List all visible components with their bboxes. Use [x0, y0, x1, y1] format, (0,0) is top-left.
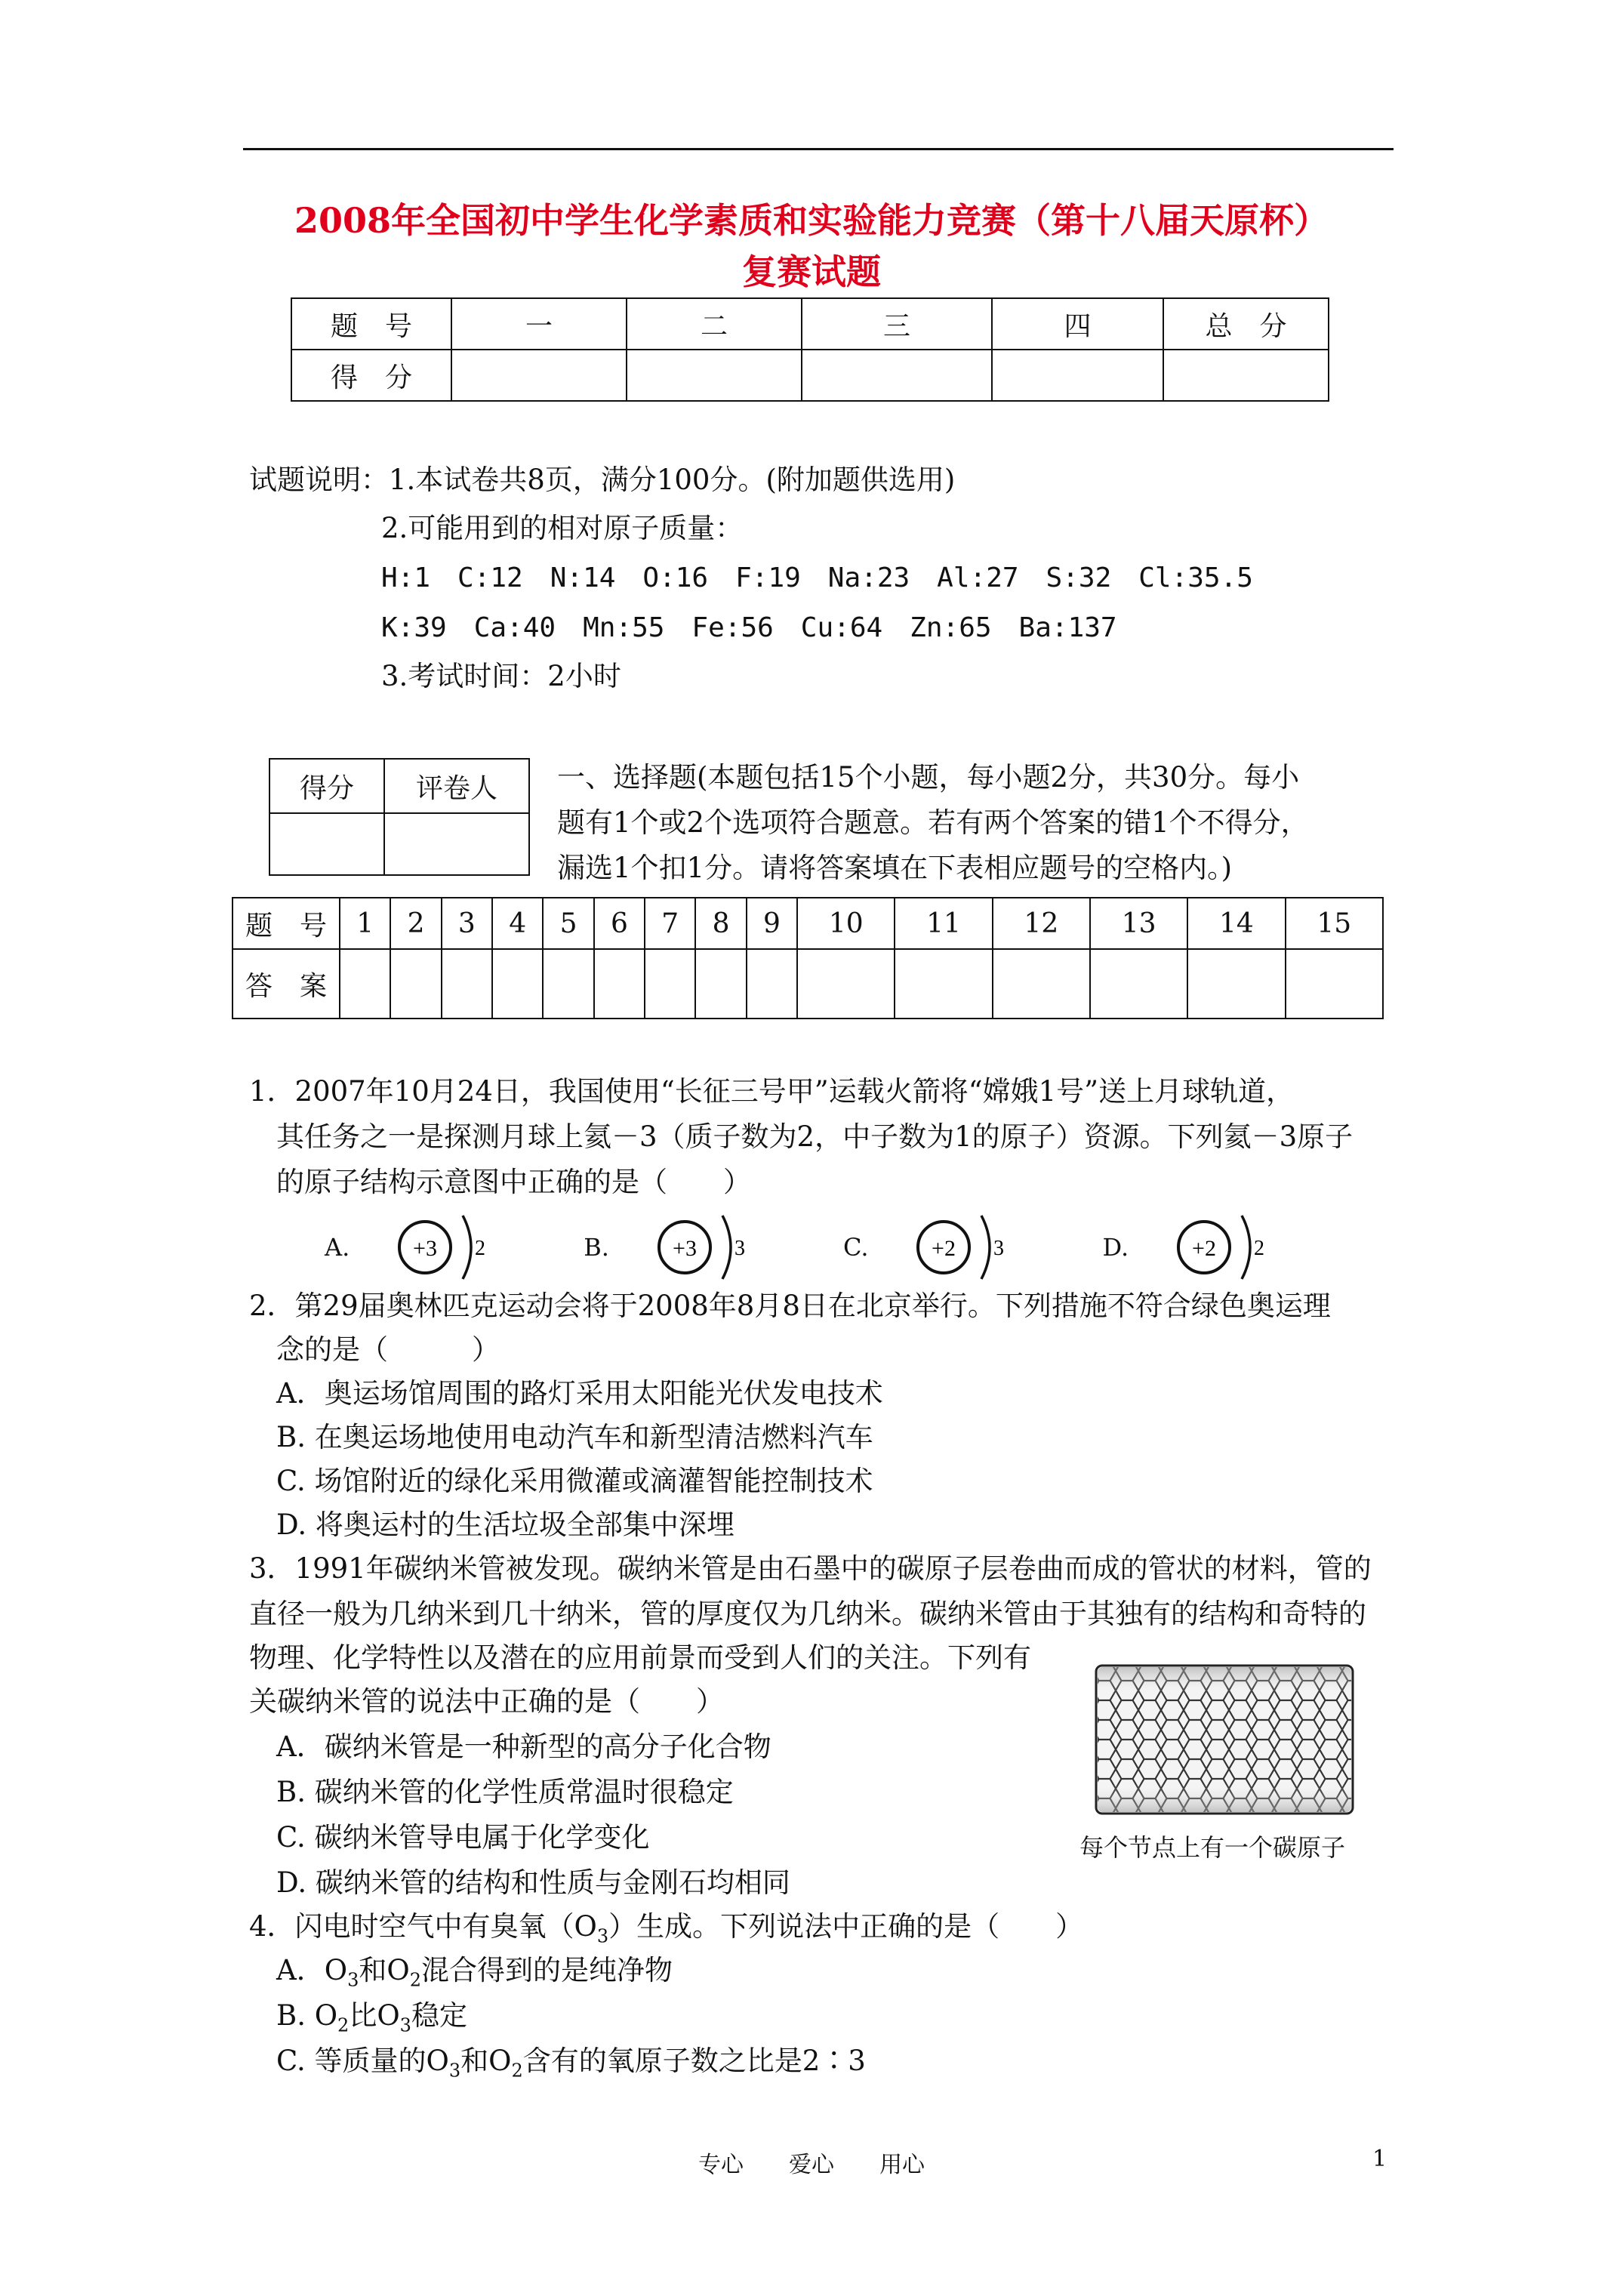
q1-option-label: A.: [325, 1233, 350, 1262]
q3-option-b: B. 碳纳米管的化学性质常温时很稳定: [276, 1776, 734, 1808]
q2-option-d: D. 将奥运村的生活垃圾全部集中深埋: [276, 1509, 735, 1541]
answer-cell-15: [1286, 949, 1383, 1019]
nucleus-charge: +3: [673, 1236, 697, 1261]
page-number: 1: [1372, 2146, 1387, 2172]
answer-cell-6: [594, 949, 645, 1019]
q3-line-3: 物理、化学特性以及潜在的应用前景而受到人们的关注。下列有: [249, 1641, 1031, 1674]
score-table: [291, 297, 1329, 402]
score-header-3: 三: [802, 298, 992, 350]
section1-heading-2: 题有1个或2个选项符合题意。若有两个答案的错1个不得分，: [557, 806, 1309, 839]
subscript: 2: [337, 2014, 350, 2036]
grader-name-label: 评卷人: [384, 759, 529, 813]
atomic-masses-1: H:1 C:12 N:14 O:16 F:19 Na:23 Al:27 S:32 Cl:35.5: [381, 562, 1253, 593]
q2-line-2: 念的是（ ）: [276, 1333, 500, 1366]
q4-text: 稳定: [411, 1999, 467, 2032]
electron-count: 2: [1254, 1237, 1265, 1260]
q4-text: A．O: [276, 1954, 348, 1986]
q4-option-b: [276, 1998, 467, 2043]
q4-text: C. 等质量的O: [276, 2045, 449, 2077]
carbon-nanotube-figure: [1093, 1661, 1365, 1820]
atom-structure-diagram: [395, 1210, 493, 1285]
score-header-1: 一: [451, 298, 627, 350]
q2-option-b: B. 在奥运场地使用电动汽车和新型清洁燃料汽车: [276, 1421, 873, 1453]
q3-line-2: 直径一般为几纳米到几十纳米，管的厚度仅为几纳米。碳纳米管由于其独有的结构和奇特的: [249, 1598, 1366, 1630]
grader-box: [269, 758, 530, 876]
electron-shell-arc: [1242, 1216, 1250, 1279]
q4-stem: [249, 1909, 1083, 1954]
q1-line-3: 的原子结构示意图中正确的是（ ）: [276, 1166, 751, 1198]
q1-option-label: B.: [584, 1233, 609, 1262]
score-cell: [802, 350, 992, 401]
q4-text: 比O: [349, 1999, 400, 2032]
section1-heading-3: 漏选1个扣1分。请将答案填在下表相应题号的空格内。): [557, 852, 1233, 884]
q2-line-1: 2．第29届奥林匹克运动会将于2008年8月8日在北京举行。下列措施不符合绿色奥运理: [249, 1290, 1331, 1322]
nucleus-charge: +3: [413, 1236, 438, 1261]
score-header-label: 题 号: [291, 298, 451, 350]
answer-number-13: 13: [1090, 898, 1187, 949]
answer-cell-2: [390, 949, 441, 1019]
score-cell: [627, 350, 802, 401]
answer-cell-7: [645, 949, 695, 1019]
electron-count: 2: [475, 1237, 486, 1260]
answer-number-7: 7: [645, 898, 695, 949]
score-row-label: 得 分: [291, 350, 451, 401]
nanotube-caption: 每个节点上有一个碳原子: [1079, 1833, 1346, 1862]
q4-text: 混合得到的是纯净物: [420, 1954, 673, 1986]
nucleus-charge: +2: [932, 1236, 956, 1261]
q4-option-a: [276, 1952, 673, 1998]
score-header-total: 总 分: [1163, 298, 1329, 350]
q1-line-2: 其任务之一是探测月球上氦－3（质子数为2，中子数为1的原子）资源。下列氦－3原子: [276, 1120, 1354, 1153]
score-cell: [451, 350, 627, 401]
q1-option-b: [584, 1210, 753, 1285]
q3-line-4: 关碳纳米管的说法中正确的是（ ）: [249, 1685, 724, 1718]
subscript: 3: [596, 1925, 609, 1947]
q2-option-a: A．奥运场馆周围的路灯采用太阳能光伏发电技术: [276, 1377, 883, 1410]
answer-cell-11: [895, 949, 992, 1019]
page-subtitle: 复赛试题: [742, 251, 881, 292]
q3-option-c: C. 碳纳米管导电属于化学变化: [276, 1821, 650, 1854]
instructions-line-3: 3.考试时间：2小时: [381, 660, 621, 692]
answer-number-8: 8: [695, 898, 746, 949]
q4-text: 含有的氧原子数之比是2∶3: [522, 2045, 866, 2077]
page-title: 2008年全国初中学生化学素质和实验能力竞赛（第十八届天原杯）: [294, 200, 1329, 241]
answer-cell-1: [340, 949, 390, 1019]
q1-option-c: [843, 1210, 1012, 1285]
answer-number-6: 6: [594, 898, 645, 949]
q1-options: [325, 1210, 1363, 1285]
header-rule: [243, 148, 1394, 150]
subscript: 2: [511, 2060, 523, 2082]
answer-cell-4: [492, 949, 543, 1019]
subscript: 3: [347, 1969, 359, 1991]
electron-count: 3: [734, 1237, 745, 1260]
answer-cell-13: [1090, 949, 1187, 1019]
section1-heading-1: 一、选择题(本题包括15个小题，每小题2分，共30分。每小: [557, 761, 1300, 794]
q4-stem-text: 4．闪电时空气中有臭氧（O: [249, 1910, 597, 1943]
nucleus-charge: +2: [1192, 1236, 1217, 1261]
answer-cell-8: [695, 949, 746, 1019]
answer-cell-3: [442, 949, 492, 1019]
answer-head-label: 题 号: [233, 898, 340, 949]
subscript: 2: [409, 1969, 421, 1991]
answer-cell-5: [543, 949, 593, 1019]
q4-text: 和O: [460, 2045, 512, 2077]
q1-option-d: [1102, 1210, 1272, 1285]
answer-number-1: 1: [340, 898, 390, 949]
q4-option-c: [276, 2043, 866, 2088]
q3-option-a: A．碳纳米管是一种新型的高分子化合物: [276, 1730, 771, 1763]
answer-row-label: 答 案: [233, 949, 340, 1019]
answer-cell-10: [797, 949, 895, 1019]
q3-line-1: 3．1991年碳纳米管被发现。碳纳米管是由石墨中的碳原子层卷曲而成的管状的材料，管的: [249, 1552, 1372, 1585]
q4-text: B. O: [276, 1999, 338, 2032]
grader-score-label: 得分: [269, 759, 384, 813]
atom-structure-diagram: [1174, 1210, 1272, 1285]
atom-structure-diagram: [913, 1210, 1012, 1285]
answer-number-11: 11: [895, 898, 992, 949]
score-header-2: 二: [627, 298, 802, 350]
answer-number-9: 9: [747, 898, 797, 949]
score-header-4: 四: [992, 298, 1163, 350]
answer-cell-14: [1187, 949, 1285, 1019]
q4-stem-text: ）生成。下列说法中正确的是（ ）: [608, 1910, 1084, 1943]
q1-option-a: [325, 1210, 493, 1285]
electron-shell-arc: [981, 1216, 990, 1279]
answer-number-4: 4: [492, 898, 543, 949]
answer-number-5: 5: [543, 898, 593, 949]
instructions-line-1: 试题说明：1.本试卷共8页，满分100分。(附加题供选用): [249, 464, 956, 496]
subscript: 3: [448, 2060, 461, 2082]
answer-number-10: 10: [797, 898, 895, 949]
answer-number-15: 15: [1286, 898, 1383, 949]
atomic-masses-2: K:39 Ca:40 Mn:55 Fe:56 Cu:64 Zn:65 Ba:137: [381, 612, 1117, 643]
electron-shell-arc: [463, 1216, 471, 1279]
subscript: 3: [399, 2014, 411, 2036]
electron-count: 3: [993, 1237, 1005, 1260]
answer-cell-9: [747, 949, 797, 1019]
q3-option-d: D. 碳纳米管的结构和性质与金刚石均相同: [276, 1866, 790, 1899]
q4-text: 和O: [359, 1954, 410, 1986]
answer-number-3: 3: [442, 898, 492, 949]
answer-number-2: 2: [390, 898, 441, 949]
atom-structure-diagram: [654, 1210, 753, 1285]
answer-number-12: 12: [993, 898, 1090, 949]
grader-score-cell: [269, 813, 384, 875]
answer-table: [232, 897, 1384, 1019]
q1-option-label: D.: [1102, 1233, 1129, 1262]
score-cell: [992, 350, 1163, 401]
grader-name-cell: [384, 813, 529, 875]
footer-motto: 专心 爱心 用心: [698, 2152, 925, 2178]
answer-cell-12: [993, 949, 1090, 1019]
score-cell: [1163, 350, 1329, 401]
q1-option-label: C.: [842, 1233, 869, 1262]
electron-shell-arc: [722, 1216, 731, 1279]
answer-number-14: 14: [1187, 898, 1285, 949]
q2-option-c: C. 场馆附近的绿化采用微灌或滴灌智能控制技术: [276, 1465, 873, 1497]
q1-line-1: 1．2007年10月24日，我国使用“长征三号甲”运载火箭将“嫦娥1号”送上月球轨道，: [249, 1075, 1295, 1108]
instructions-line-2: 2.可能用到的相对原子质量：: [381, 512, 744, 544]
